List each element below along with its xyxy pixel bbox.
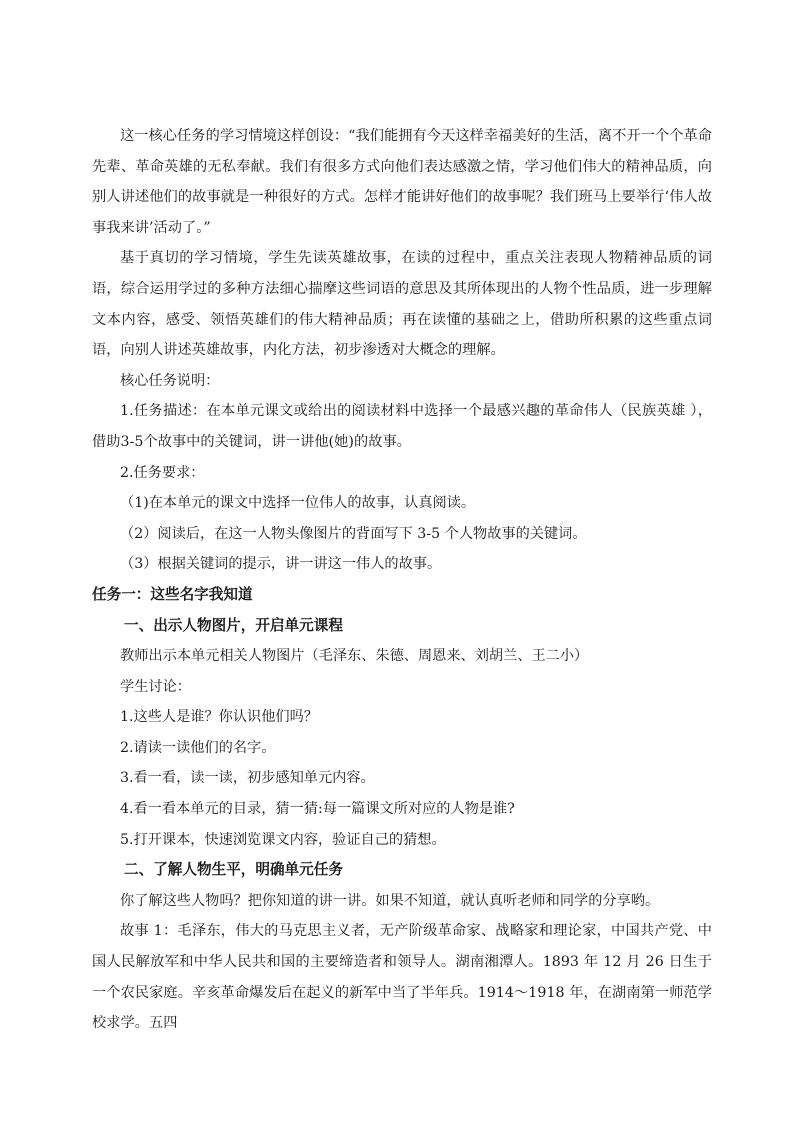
- requirement-item: （2）阅读后，在这一人物头像图片的背面写下 3-5 个人物故事的关键词。: [120, 525, 587, 542]
- discussion-item: 5.打开课本，快速浏览课文内容，验证自己的猜想。: [120, 831, 446, 848]
- context-paragraph: 基于真切的学习情境，学生先读英雄故事，在读的过程中，重点关注表现人物精神品质的词语，综合运用学过的多种方法细心揣摩这些词语的意思及其所体现出的人物个性品质，进一步理解文本内容，感受、领悟英雄们的伟大精神品质；再在读懂的基础之上，借助所积累的这些重点词语，向别人讲述英雄故事，内化方法，初步渗透对大概念的理解。: [92, 250, 712, 359]
- intro-paragraph: 这一核心任务的学习情境这样创设：“我们能拥有今天这样幸福美好的生活，离不开一个个革命先辈、革命英雄的无私奉献。我们有很多方式向他们表达感激之情，学习他们伟大的精神品质，向别人讲述他们的故事就是一种很好的方式。怎样才能讲好他们的故事呢？我们班马上要举行‘伟人故事我来讲’活动了。”: [92, 128, 712, 236]
- teacher-shows-line: 教师出示本单元相关人物图片（毛泽东、朱德、周恩来、刘胡兰、王二小）: [120, 648, 589, 665]
- requirement-item: （3）根据关键词的提示，讲一讲这一伟人的故事。: [120, 556, 442, 573]
- task-requirements-label: 2.任务要求：: [120, 464, 205, 481]
- discussion-item: 3.看一看，读一读，初步感知单元内容。: [120, 770, 375, 787]
- discussion-item: 4.看一看本单元的目录，猜一猜:每一篇课文所对应的人物是谁?: [120, 801, 515, 818]
- task-one-title: 任务一：这些名字我知道: [92, 585, 253, 603]
- section-one-title: 一、出示人物图片，开启单元课程: [124, 616, 343, 634]
- prompt-line: 你了解这些人物吗？把你知道的讲一讲。如果不知道，就认真听老师和同学的分享哟。: [120, 892, 660, 909]
- students-discuss-label: 学生讨论：: [120, 678, 191, 695]
- section-two-title: 二、了解人物生平，明确单元任务: [124, 861, 343, 879]
- discussion-item: 1.这些人是谁？你认识他们吗？: [120, 709, 318, 726]
- document-body: [92, 121, 712, 1039]
- task-description: 1.任务描述：在本单元课文或给出的阅读材料中选择一个最感兴趣的革命伟人（民族英雄 ），借助3-5个故事中的关键词，讲一讲他(她)的故事。: [92, 403, 712, 450]
- story-one-paragraph: 故事 1：毛泽东，伟大的马克思主义者，无产阶级革命家、战略家和理论家，中国共产党、中国人民解放军和中华人民共和国的主要缔造者和领导人。湖南湘潭人。1893 年 12 月 26 日生于一个农民家庭。辛亥革命爆发后在起义的新军中当了半年兵。1914～1918 年，在湖南第一师范学校求学。五四: [92, 923, 712, 1032]
- requirement-item: （1)在本单元的课文中选择一位伟人的故事，认真阅读。: [120, 495, 476, 512]
- core-task-label: 核心任务说明：: [120, 372, 220, 389]
- discussion-item: 2.请读一读他们的名字。: [120, 739, 276, 756]
